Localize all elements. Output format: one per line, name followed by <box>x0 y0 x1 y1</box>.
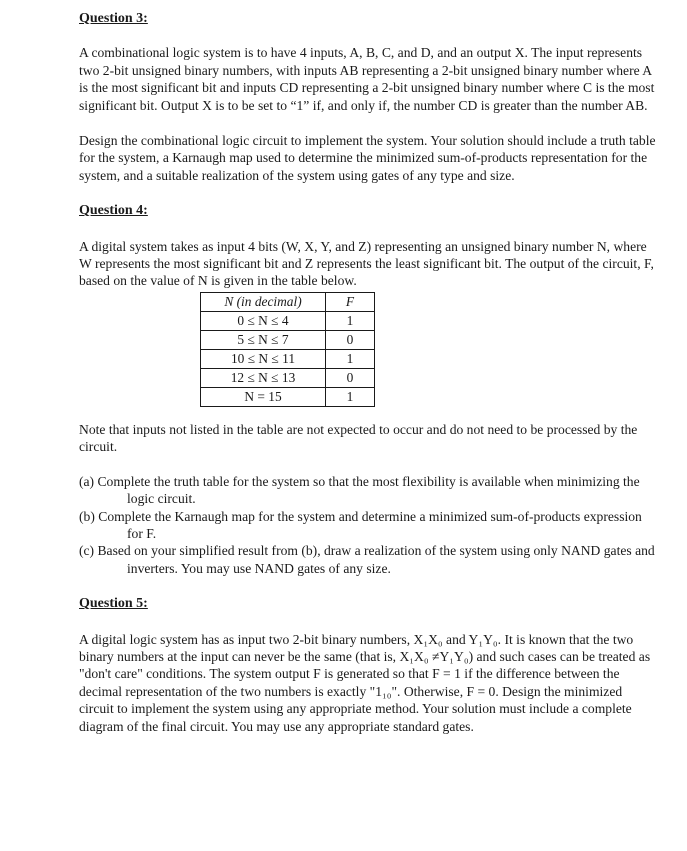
document-page <box>79 10 659 735</box>
table-header-f: F <box>326 292 375 311</box>
table-row <box>201 311 375 330</box>
question-5-paragraph-1: A digital logic system has as input two 2-bit binary numbers, X₁X₀ and Y₁Y₀. It is known that the two binary numbers at the input can never be the same (that is, X₁X₀ ≠Y₁Y₀) and such cases can be treated as "don't care" conditions. The system output F is generated so that F = 1 if the difference between the decimal representation of the two numbers is exactly "1₁₀". Otherwise, F = 0. Design the minimized circuit to implement the system using any appropriate method. Your solution must include a complete diagram of the final circuit. You may use any appropriate standard gates. <box>79 631 651 734</box>
question-4-paragraph-1-text: A digital system takes as input 4 bits (W, X, Y, and Z) representing an unsigned binary number N, where W represents the most significant bit and Z represents the least significant bit. The output of the circuit, F, based on the value of N is given in the table below. <box>79 238 654 289</box>
question-5-heading: Question 5: <box>79 596 148 612</box>
table-cell-f: 1 <box>326 349 375 368</box>
question-4-paragraph-1 <box>79 238 659 290</box>
n-to-f-table <box>200 292 375 407</box>
table-cell-f: 0 <box>326 368 375 387</box>
table-header-n: N (in decimal) <box>201 292 326 311</box>
question-3-paragraph-1: A combinational logic system is to have 4 inputs, A, B, C, and D, and an output X. The input represents two 2-bit unsigned binary numbers, with inputs AB representing a 2-bit unsigned binary number where A is the most significant bit and inputs CD representing a 2-bit unsigned binary number where C is the most significant bit. Output X is to be set to “1” if, and only if, the number CD is greater than the number AB. <box>79 45 655 113</box>
table-cell-n: N = 15 <box>201 387 326 406</box>
table-cell-n: 12 ≤ N ≤ 13 <box>201 368 326 387</box>
table-cell-n: 10 ≤ N ≤ 11 <box>201 349 326 368</box>
question-4-heading: Question 4: <box>79 203 148 219</box>
question-3-heading: Question 3: <box>79 11 148 26</box>
table-cell-f: 1 <box>326 387 375 406</box>
question-4-parts-list <box>79 473 659 577</box>
question-4-part-c: (c) Based on your simplified result from (b), draw a realization of the system using only NAND gates and inverters. You may use NAND gates of any size. <box>79 543 655 576</box>
table-row <box>201 330 375 349</box>
table-cell-n: 5 ≤ N ≤ 7 <box>201 330 326 349</box>
table-row <box>201 387 375 406</box>
question-4-note: Note that inputs not listed in the table are not expected to occur and do not need to be processed by the circuit. <box>79 421 638 455</box>
table-cell-n: 0 ≤ N ≤ 4 <box>201 311 326 330</box>
table-cell-f: 0 <box>326 330 375 349</box>
question-4-part-a: (a) Complete the truth table for the system so that the most flexibility is available when minimizing the logic circuit. <box>79 473 640 507</box>
table-row <box>201 349 375 368</box>
question-4-part-b: (b) Complete the Karnaugh map for the system and determine a minimized sum-of-products expression for F. <box>79 508 642 541</box>
table-row <box>201 368 375 387</box>
table-header-row <box>201 292 375 311</box>
table-cell-f: 1 <box>326 311 375 330</box>
question-3-paragraph-2: Design the combinational logic circuit to implement the system. Your solution should include a truth table for the system, a Karnaugh map used to determine the minimized sum-of-products representation for the system, and a suitable realization of the system using gates of any type and size. <box>79 133 656 183</box>
